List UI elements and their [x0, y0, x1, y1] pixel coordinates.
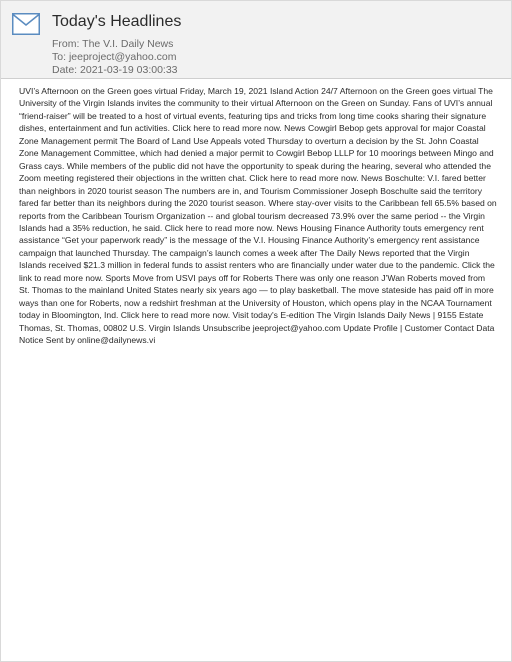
email-date — [52, 64, 178, 76]
email-body: UVI’s Afternoon on the Green goes virtual Friday, March 19, 2021 Island Action 24/7 Afternoon on the Green goes virtual The University of the Virgin Islands invites the community to their virtual Afternoon on the Green on Sunday. Fans of UVI’s annual “friend-raiser” will be treated to a host of virtual events, featuring tips and tricks from long time cooks sharing their signature dishes, entertainment and fun activities. Click here to read more now. News Cowgirl Bebop gets approval for major Coastal Zone Management permit The Board of Land Use Appeals voted Thursday to overturn a decision by the St. John Coastal Zone Management Committee, which had denied a major permit to Cowgirl Bebop LLLP for 10 moorings between Mingo and Grass cays. While members of the public did not have the opportunity to speak during the hearing, several who attended the Zoom meeting registered their objections in the written chat. Click here to read more now. News Boschulte: V.I. fared better than neighbors in 2020 tourist season The numbers are in, and Tourism Commissioner Joseph Boschulte said the territory fared far better than its neighbors during the 2020 tourist season. Where stay-over visits to the Caribbean fell 65.5% based on reports from the Caribbean Tourism Organization -- and global tourism decreased 73.9% over the same period -- the Virgin Islands had a 35% reduction, he said. Click here to read more now. News Housing Finance Authority touts emergency rent assistance “Get your paperwork ready” is the message of the V.I. Housing Finance Authority’s emergency rent assistance campaign that launched Thursday. The campaign’s launch comes a week after The Daily News reported that the Virgin Islands received $21.3 million in federal funds to assist renters who are financially under water due to the pandemic. Click the link to read more now. Sports Move from USVI pays off for Roberts There was only one reason J’Wan Roberts moved from St. Thomas to the mainland United States nearly six years ago — to play basketball. The move stateside has paid off in more ways than one for Roberts, now a redshirt freshman at the University of Houston, which opens play in the NCAA Tournament today in Bloomington, Ind. Click here to read more now. Visit today's E-edition The Virgin Islands Daily News | 9155 Estate Thomas, St. Thomas, 00802 U.S. Virgin Islands Unsubscribe jeeproject@yahoo.com Update Profile | Customer Contact Data Notice Sent by online@dailynews.vi — [19, 86, 497, 346]
email-subject: Today's Headlines — [52, 13, 182, 30]
email-from — [52, 38, 173, 50]
to-value: jeeproject@yahoo.com — [68, 51, 177, 63]
email-to — [52, 51, 177, 63]
from-value: The V.I. Daily News — [82, 38, 174, 50]
date-label: Date: — [52, 64, 81, 76]
envelope-icon — [12, 13, 40, 35]
to-label: To: — [52, 51, 69, 63]
email-header — [1, 1, 511, 79]
from-label: From: — [52, 38, 83, 50]
date-value: 2021-03-19 03:00:33 — [80, 64, 178, 76]
